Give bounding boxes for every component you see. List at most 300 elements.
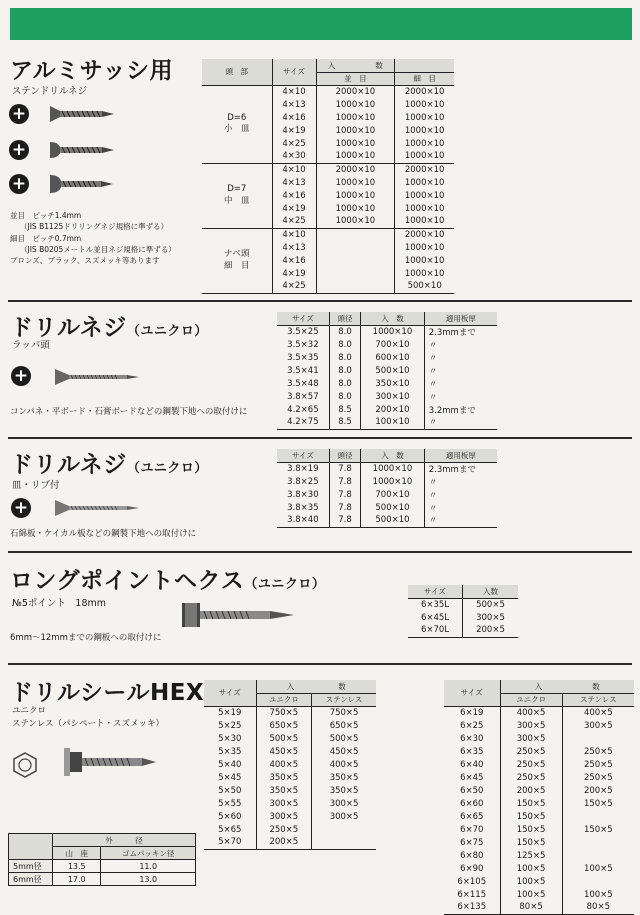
table-row	[444, 745, 634, 758]
qty-stainless-cell	[312, 836, 376, 849]
table-row	[204, 823, 376, 836]
sec5-line1: ユニクロ	[12, 706, 47, 716]
size-cell: 3.5×25	[287, 326, 319, 337]
thickness-cell: 2.3mmまで	[424, 325, 497, 338]
table-row	[204, 719, 376, 732]
table-row	[9, 873, 196, 886]
note-line: ブロンズ、ブラック、スズメッキ等あります	[10, 256, 160, 265]
phillips-head-icon: +	[11, 366, 31, 386]
table-row	[204, 706, 376, 719]
size-cell: 4.2×65	[287, 404, 319, 415]
qty-unichrome-cell: 150×5	[500, 823, 562, 836]
qty-unichrome-cell: 750×5	[256, 706, 312, 719]
size-cell: 4×25	[272, 137, 316, 150]
qty-stainless-cell	[562, 810, 634, 823]
qty-stainless-cell	[562, 875, 634, 888]
thickness-cell: 〃	[424, 416, 497, 429]
size-cell: 4×25	[272, 280, 316, 293]
head-dia-cell: 7.8	[329, 462, 360, 475]
size-cell: 6×50	[460, 785, 484, 796]
col-size: サイズ	[277, 449, 329, 462]
qty-stainless-cell: 150×5	[562, 797, 634, 810]
head-dia-cell: 8.0	[329, 325, 360, 338]
qty-cell: 600×10	[361, 351, 425, 364]
dia-label-cell: 5mm径	[9, 860, 53, 873]
col-thickness: 適用板厚	[424, 449, 497, 462]
sec4-subtitle: №5ポイント 18mm	[12, 598, 107, 609]
qty-cell: 350×10	[361, 377, 425, 390]
sec2-subtitle: ラッパ頭	[12, 340, 50, 351]
table-row	[444, 888, 634, 901]
qty-fine-cell: 1000×10	[395, 150, 454, 163]
qty-coarse-cell: 1000×10	[316, 137, 395, 150]
table-row	[277, 403, 497, 416]
size-cell: 6×75	[460, 837, 484, 848]
qty-stainless-cell: 750×5	[312, 706, 376, 719]
qty-unichrome-cell: 125×5	[500, 849, 562, 862]
size-cell: 3.8×35	[287, 502, 319, 513]
table-row	[277, 351, 497, 364]
size-cell: 4×16	[272, 254, 316, 267]
table-row	[9, 860, 196, 873]
head-dia-cell: 8.5	[329, 416, 360, 429]
head-dia-cell: 8.0	[329, 351, 360, 364]
qty-coarse-cell	[316, 228, 395, 241]
sec2-spec-table	[277, 312, 497, 430]
qty-stainless-cell: 300×5	[562, 719, 634, 732]
size-cell: 4.2×75	[277, 416, 329, 429]
qty-coarse-cell	[316, 267, 395, 280]
size-cell: 3.5×41	[287, 365, 319, 376]
size-cell: 6×80	[460, 850, 484, 861]
col-stainless: ステンレス	[312, 693, 376, 706]
qty-fine-cell: 1000×10	[395, 137, 454, 150]
table-row	[277, 338, 497, 351]
sec5-right-table	[444, 680, 634, 915]
qty-stainless-cell: 300×5	[312, 810, 376, 823]
size-cell: 6×60	[460, 798, 484, 809]
sec1-spec-table	[202, 59, 454, 294]
sec4-title: ロングポイントヘクス（ユニクロ）	[10, 568, 326, 594]
qty-fine-cell: 1000×10	[395, 98, 454, 111]
col-unichrome: ユニクロ	[500, 693, 562, 706]
size-cell: 3.5×48	[287, 378, 319, 389]
qty-unichrome-cell: 250×5	[500, 758, 562, 771]
head-dia-cell: 8.0	[329, 338, 360, 351]
qty-cell: 700×10	[361, 338, 425, 351]
size-cell: 5×19	[218, 707, 242, 718]
qty-stainless-cell	[312, 823, 376, 836]
qty-cell: 1000×10	[361, 462, 425, 475]
table-row	[204, 771, 376, 784]
qty-fine-cell: 2000×10	[395, 163, 454, 176]
size-cell: 4×13	[272, 176, 316, 189]
col-qty: 入 数	[316, 59, 395, 72]
size-cell: 6×70	[460, 824, 484, 835]
col-qty: 入 数	[256, 680, 376, 693]
qty-coarse-cell: 2000×10	[316, 163, 395, 176]
col-size: サイズ	[444, 680, 500, 706]
qty-fine-cell: 1000×10	[395, 202, 454, 215]
qty-cell: 500×10	[361, 514, 425, 527]
section-divider	[8, 437, 632, 439]
size-cell: 6×35	[460, 746, 484, 757]
col-seat: 山 座	[53, 847, 101, 860]
sec3-spec-table	[277, 449, 497, 528]
qty-cell: 1000×10	[361, 475, 425, 488]
table-row	[444, 810, 634, 823]
col-fine: 細 目	[395, 72, 454, 85]
sec1-subtitle: ステンドリルネジ	[12, 86, 88, 97]
head-dia-cell: 7.8	[329, 488, 360, 501]
table-row	[204, 784, 376, 797]
qty-fine-cell: 1000×10	[395, 267, 454, 280]
table-row	[444, 836, 634, 849]
table-row	[204, 836, 376, 849]
qty-stainless-cell	[562, 849, 634, 862]
sec3-title: ドリルネジ（ユニクロ）	[10, 452, 208, 478]
sec3-note: 石綿板・ケイカル板などの鋼製下地への取付けに	[10, 529, 197, 539]
table-row	[277, 488, 497, 501]
size-cell: 3.8×40	[277, 514, 329, 527]
size-cell: 5×55	[218, 798, 242, 809]
size-cell: 5×50	[218, 785, 242, 796]
col-thickness: 適用板厚	[424, 312, 497, 325]
seat-dia-cell: 17.0	[53, 873, 101, 886]
qty-unichrome-cell: 80×5	[500, 901, 562, 914]
size-cell: 6×25	[460, 720, 484, 731]
col-outer-dia: 外 径	[53, 834, 196, 847]
col-qty: 入数	[462, 585, 518, 598]
table-row	[444, 771, 634, 784]
note-line: （JIS B1125ドリリングネジ規格に準ずる）	[20, 222, 169, 232]
col-head-dia: 頭径	[329, 312, 360, 325]
flat-head-screw-icon	[50, 104, 120, 124]
qty-fine-cell: 1000×10	[395, 254, 454, 267]
size-cell: 4×13	[272, 241, 316, 254]
thickness-cell: 〃	[424, 501, 497, 514]
qty-cell: 100×10	[361, 416, 425, 429]
thickness-cell: 〃	[424, 390, 497, 403]
size-cell: 6×70L	[408, 624, 462, 637]
size-cell: 5×65	[218, 824, 242, 835]
table-row	[408, 598, 518, 611]
table-row	[277, 364, 497, 377]
phillips-head-icon: +	[9, 174, 29, 194]
head-dia-cell: 7.8	[329, 514, 360, 527]
table-row	[277, 475, 497, 488]
phillips-head-icon: +	[9, 104, 29, 124]
qty-stainless-cell: 400×5	[312, 758, 376, 771]
table-row	[444, 849, 634, 862]
qty-unichrome-cell: 200×5	[256, 836, 312, 849]
table-row	[204, 758, 376, 771]
size-cell: 4×10	[272, 228, 316, 241]
qty-unichrome-cell: 350×5	[256, 784, 312, 797]
table-row	[444, 901, 634, 914]
table-row	[277, 514, 497, 527]
dia-label-cell: 6mm径	[9, 873, 53, 886]
qty-coarse-cell: 1000×10	[316, 189, 395, 202]
size-cell: 5×35	[218, 746, 242, 757]
col-head-dia: 頭径	[329, 449, 360, 462]
note-line: 並目 ピッチ1.4mm	[10, 211, 82, 220]
qty-unichrome-cell: 650×5	[256, 719, 312, 732]
qty-stainless-cell: 100×5	[562, 862, 634, 875]
qty-cell: 700×10	[361, 488, 425, 501]
thickness-cell: 2.3mmまで	[424, 462, 497, 475]
table-row	[202, 228, 454, 241]
size-cell: 6×90	[460, 863, 484, 874]
qty-cell: 200×10	[361, 403, 425, 416]
section-divider	[8, 663, 632, 665]
size-cell: 4×30	[272, 150, 316, 163]
head-type-label: D=6	[227, 112, 247, 123]
table-row	[408, 624, 518, 637]
table-row	[277, 325, 497, 338]
thickness-cell: 〃	[424, 377, 497, 390]
qty-coarse-cell: 1000×10	[316, 98, 395, 111]
bugle-head-drill-screw-icon	[55, 369, 145, 385]
size-cell: 4×10	[272, 163, 316, 176]
thickness-cell: 〃	[424, 351, 497, 364]
size-cell: 3.8×19	[287, 463, 319, 474]
col-size: サイズ	[408, 585, 462, 598]
thickness-cell: 〃	[424, 475, 497, 488]
size-cell: 3.5×32	[287, 339, 319, 350]
size-cell: 4×16	[272, 111, 316, 124]
qty-unichrome-cell: 300×5	[500, 719, 562, 732]
qty-coarse-cell: 1000×10	[316, 215, 395, 228]
qty-unichrome-cell: 250×5	[500, 771, 562, 784]
table-row	[444, 719, 634, 732]
table-row	[277, 416, 497, 429]
size-cell: 4×19	[272, 124, 316, 137]
table-row	[202, 85, 454, 98]
qty-stainless-cell: 350×5	[312, 771, 376, 784]
table-row	[204, 732, 376, 745]
size-cell: 4×25	[272, 215, 316, 228]
size-cell: 4×13	[272, 98, 316, 111]
head-dia-cell: 8.5	[329, 403, 360, 416]
qty-stainless-cell: 200×5	[562, 784, 634, 797]
thickness-cell: 〃	[424, 338, 497, 351]
table-row	[444, 706, 634, 719]
table-row	[408, 611, 518, 624]
qty-unichrome-cell: 100×5	[500, 888, 562, 901]
qty-coarse-cell	[316, 280, 395, 293]
head-type-label: 中 皿	[223, 195, 250, 206]
note-line: （JIS B0205メートル並目ネジ規格に準ずる）	[20, 244, 176, 254]
head-type-label: ナベ頭	[223, 249, 250, 260]
size-cell: 5×60	[218, 811, 242, 822]
phillips-head-icon: +	[11, 498, 31, 518]
qty-unichrome-cell: 500×5	[256, 732, 312, 745]
size-cell: 5×30	[218, 733, 242, 744]
table-row	[444, 823, 634, 836]
sec2-note: コンパネ・平ボード・石膏ボードなどの鋼製下地への取付けに	[10, 407, 248, 417]
qty-cell: 500×10	[361, 364, 425, 377]
qty-coarse-cell	[316, 241, 395, 254]
qty-fine-cell: 500×10	[395, 280, 454, 293]
size-cell: 3.8×25	[287, 476, 319, 487]
col-unichrome: ユニクロ	[256, 693, 312, 706]
pan-head-screw-icon	[50, 174, 120, 194]
qty-unichrome-cell: 300×5	[256, 797, 312, 810]
qty-stainless-cell: 250×5	[562, 771, 634, 784]
seat-dia-cell: 13.5	[53, 860, 101, 873]
table-row	[444, 797, 634, 810]
table-row	[444, 784, 634, 797]
qty-unichrome-cell: 100×5	[500, 875, 562, 888]
thickness-cell: 〃	[424, 364, 497, 377]
col-qty: 入 数	[500, 680, 634, 693]
header-green-bar	[10, 8, 632, 40]
qty-stainless-cell: 350×5	[312, 784, 376, 797]
head-type-label: 小 皿	[223, 124, 250, 134]
qty-coarse-cell: 2000×10	[316, 85, 395, 98]
qty-stainless-cell: 150×5	[562, 823, 634, 836]
sec4-spec-table	[408, 585, 518, 638]
qty-unichrome-cell: 400×5	[256, 758, 312, 771]
table-row	[204, 797, 376, 810]
table-row	[202, 163, 454, 176]
head-dia-cell: 8.0	[329, 364, 360, 377]
qty-coarse-cell: 1000×10	[316, 176, 395, 189]
col-stainless: ステンレス	[562, 693, 634, 706]
qty-unichrome-cell: 150×5	[500, 836, 562, 849]
head-dia-cell: 7.8	[329, 501, 360, 514]
thickness-cell: 〃	[424, 488, 497, 501]
qty-stainless-cell: 250×5	[562, 745, 634, 758]
col-washer: ゴムパッキン径	[101, 847, 196, 860]
head-type-label: 細 目	[223, 260, 250, 271]
size-cell: 4×16	[272, 189, 316, 202]
col-size: サイズ	[277, 312, 329, 325]
table-row	[204, 810, 376, 823]
sec5-left-table	[204, 680, 376, 850]
qty-cell: 300×5	[462, 611, 518, 624]
col-size: サイズ	[204, 680, 256, 706]
qty-stainless-cell: 300×5	[312, 797, 376, 810]
qty-cell: 500×5	[462, 598, 518, 611]
head-type-cell	[202, 228, 272, 293]
qty-cell: 500×10	[361, 501, 425, 514]
qty-unichrome-cell: 250×5	[500, 745, 562, 758]
size-cell: 3.8×30	[287, 489, 319, 500]
table-row	[277, 377, 497, 390]
head-type-cell	[202, 163, 272, 228]
sec5-dimension-table	[8, 833, 196, 886]
qty-coarse-cell: 1000×10	[316, 202, 395, 215]
col-head: 頭 部	[202, 59, 272, 85]
section-divider	[8, 300, 632, 302]
qty-unichrome-cell: 350×5	[256, 771, 312, 784]
head-dia-cell: 8.0	[329, 390, 360, 403]
size-cell: 3.5×35	[287, 352, 319, 363]
size-cell: 4×19	[272, 267, 316, 280]
col-qty: 入 数	[361, 312, 425, 325]
sec1-title: アルミサッシ用	[10, 58, 174, 84]
size-cell: 6×45L	[420, 612, 450, 623]
sec5-line2: ステンレス（パシペート・スズメッキ）	[12, 719, 164, 729]
size-cell: 6×40	[460, 759, 484, 770]
qty-stainless-cell: 450×5	[312, 745, 376, 758]
qty-unichrome-cell: 200×5	[500, 784, 562, 797]
qty-fine-cell: 1000×10	[395, 215, 454, 228]
qty-unichrome-cell: 400×5	[500, 706, 562, 719]
qty-cell: 1000×10	[361, 325, 425, 338]
size-cell: 6×19	[460, 707, 484, 718]
qty-coarse-cell: 1000×10	[316, 124, 395, 137]
table-row	[277, 462, 497, 475]
hex-washer-icon	[12, 752, 38, 778]
section-divider	[8, 551, 632, 553]
size-cell: 6×105	[457, 876, 487, 887]
table-row	[277, 501, 497, 514]
size-cell: 6×135	[444, 901, 500, 914]
sec1-notes	[10, 210, 176, 266]
qty-unichrome-cell: 450×5	[256, 745, 312, 758]
qty-stainless-cell: 80×5	[562, 901, 634, 914]
size-cell: 6×65	[460, 811, 484, 822]
qty-stainless-cell: 100×5	[562, 888, 634, 901]
note-line: 細目 ピッチ0.7mm	[10, 233, 82, 243]
size-cell: 6×115	[457, 889, 487, 900]
qty-unichrome-cell: 150×5	[500, 810, 562, 823]
qty-coarse-cell	[316, 254, 395, 267]
size-cell: 5×25	[218, 720, 242, 731]
qty-unichrome-cell: 300×5	[256, 810, 312, 823]
head-dia-cell: 7.8	[329, 475, 360, 488]
table-row	[444, 862, 634, 875]
head-type-cell	[202, 85, 272, 163]
sec2-title: ドリルネジ（ユニクロ）	[10, 315, 208, 341]
size-cell: 5×40	[218, 759, 242, 770]
qty-fine-cell: 1000×10	[395, 189, 454, 202]
table-row	[444, 732, 634, 745]
ribbed-flat-head-drill-screw-icon	[55, 500, 145, 516]
head-dia-cell: 8.0	[329, 377, 360, 390]
qty-stainless-cell: 400×5	[562, 706, 634, 719]
col-coarse: 並 目	[316, 72, 395, 85]
size-cell: 6×35L	[420, 599, 450, 610]
size-cell: 3.8×57	[287, 391, 319, 402]
thickness-cell: 3.2mmまで	[424, 403, 497, 416]
qty-unichrome-cell: 250×5	[256, 823, 312, 836]
qty-fine-cell: 2000×10	[395, 228, 454, 241]
qty-stainless-cell: 250×5	[562, 758, 634, 771]
sec4-note: 6mm～12mmまでの鋼板への取付けに	[10, 633, 162, 643]
size-cell: 6×30	[460, 733, 484, 744]
col-size: サイズ	[272, 59, 316, 85]
washer-dia-cell: 13.0	[101, 873, 196, 886]
sec5-title: ドリルシールHEX	[10, 680, 205, 706]
hex-head-washer-screw-icon	[64, 744, 160, 780]
size-cell: 6×45	[460, 772, 484, 783]
col-qty: 入 数	[361, 449, 425, 462]
qty-fine-cell: 1000×10	[395, 111, 454, 124]
qty-fine-cell: 1000×10	[395, 241, 454, 254]
qty-stainless-cell: 500×5	[312, 732, 376, 745]
qty-cell: 300×10	[361, 390, 425, 403]
qty-stainless-cell	[562, 732, 634, 745]
qty-stainless-cell	[562, 836, 634, 849]
size-cell: 5×70	[204, 836, 256, 849]
qty-unichrome-cell: 100×5	[500, 862, 562, 875]
table-row	[444, 758, 634, 771]
qty-unichrome-cell: 150×5	[500, 797, 562, 810]
